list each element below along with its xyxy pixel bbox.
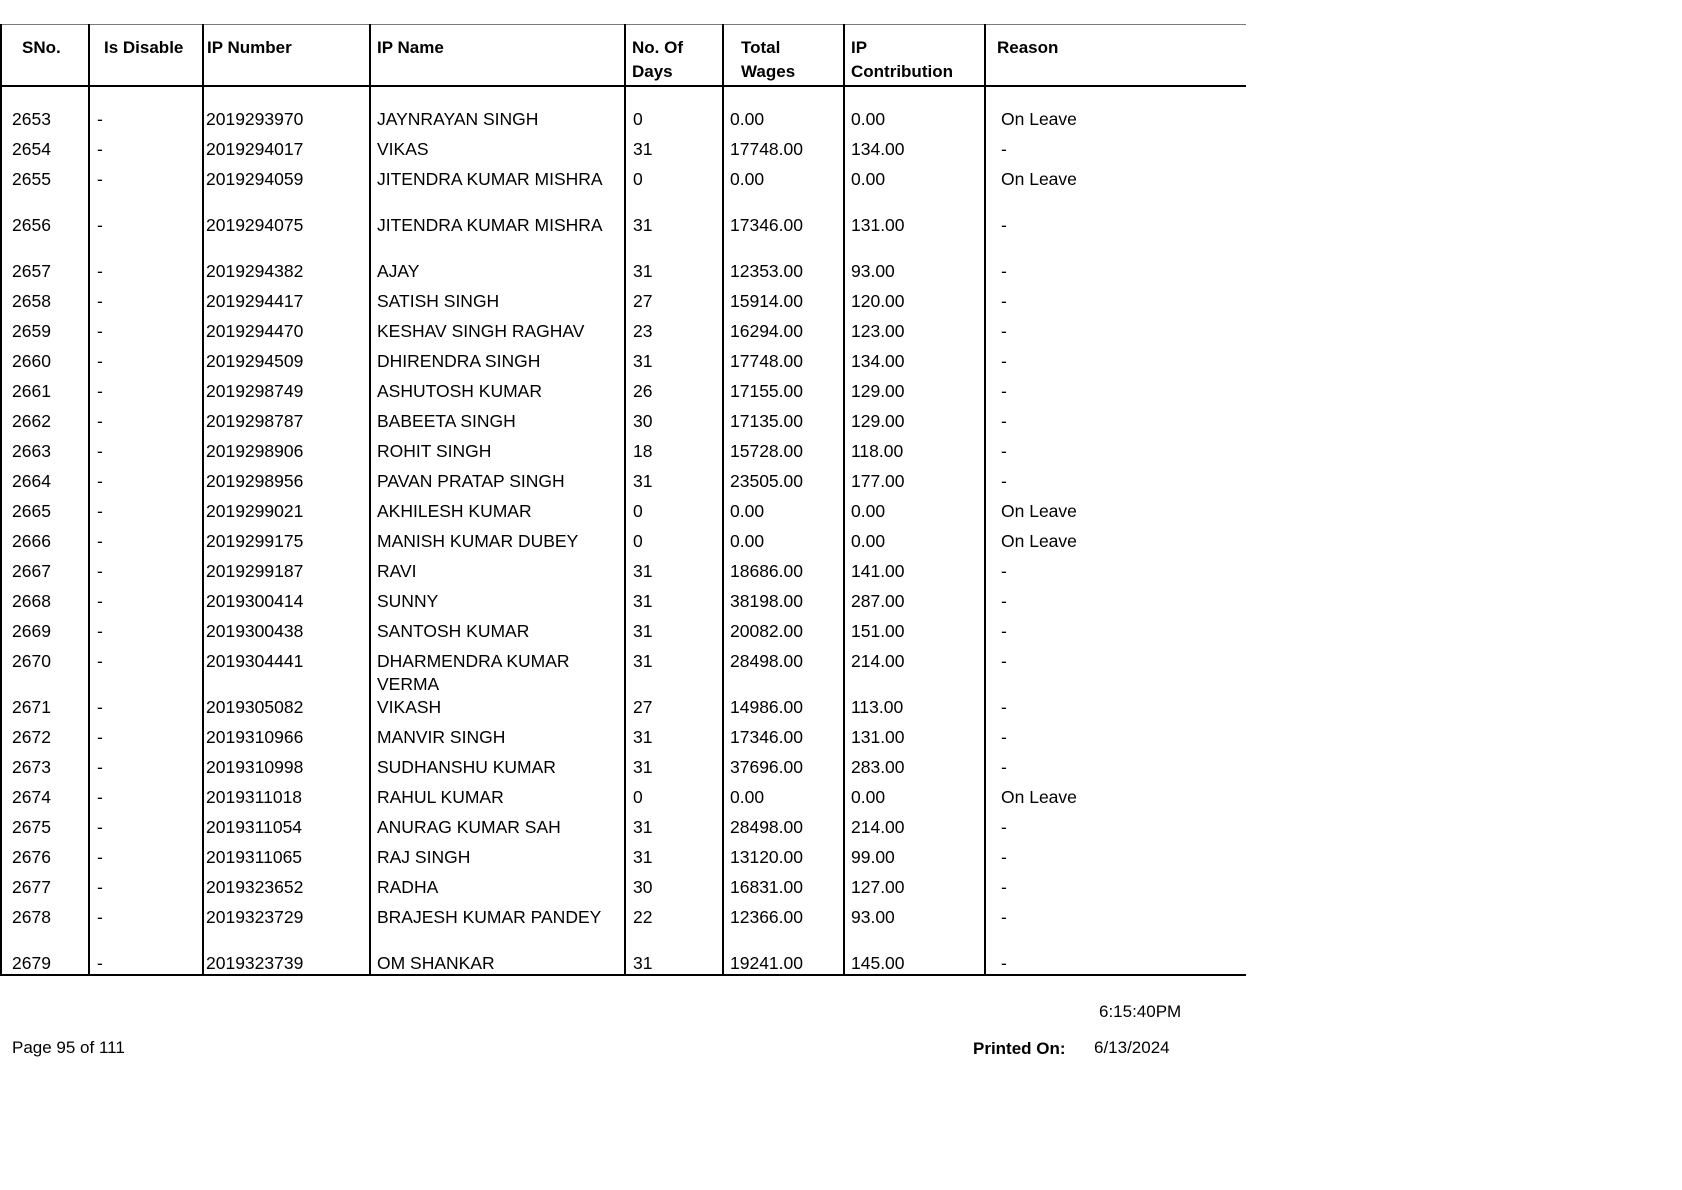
print-time: 6:15:40PM	[1099, 1002, 1182, 1021]
cell-is-disable: -	[97, 321, 103, 341]
cell-reason: -	[1001, 651, 1007, 671]
cell-ip-name: AKHILESH KUMAR	[377, 501, 532, 521]
cell-ip-name: SATISH SINGH	[377, 291, 500, 311]
cell-wages: 37696.00	[730, 757, 803, 777]
cell-ip-number: 2019311054	[206, 817, 303, 837]
cell-sno: 2669	[12, 621, 51, 641]
cell-days: 22	[633, 907, 653, 927]
cell-ip-number: 2019311065	[206, 847, 303, 867]
cell-ip-number: 2019294059	[206, 169, 304, 189]
cell-ip-name: MANVIR SINGH	[377, 727, 506, 747]
cell-is-disable: -	[97, 411, 103, 431]
cell-days: 27	[633, 697, 653, 717]
cell-days: 0	[633, 109, 643, 129]
cell-days: 31	[633, 953, 653, 973]
cell-contribution: 113.00	[851, 697, 904, 717]
cell-ip-number: 2019298787	[206, 411, 304, 431]
cell-ip-number: 2019310966	[206, 727, 304, 747]
cell-ip-name: SUDHANSHU KUMAR	[377, 757, 556, 777]
cell-contribution: 129.00	[851, 381, 905, 401]
cell-contribution: 0.00	[851, 787, 886, 807]
cell-ip-number: 2019310998	[206, 757, 304, 777]
cell-wages: 17155.00	[730, 381, 803, 401]
cell-reason: On Leave	[1001, 531, 1077, 551]
cell-wages: 0.00	[730, 169, 765, 189]
cell-contribution: 0.00	[851, 501, 886, 521]
cell-reason: -	[1001, 291, 1007, 311]
cell-is-disable: -	[97, 441, 103, 461]
cell-is-disable: -	[97, 953, 103, 973]
cell-is-disable: -	[97, 351, 103, 371]
cell-is-disable: -	[97, 727, 103, 747]
cell-reason: -	[1001, 321, 1007, 341]
cell-reason: -	[1001, 907, 1007, 927]
cell-days: 18	[633, 441, 653, 461]
cell-reason: On Leave	[1001, 501, 1077, 521]
cell-ip-number: 2019300438	[206, 621, 304, 641]
cell-days: 0	[633, 169, 643, 189]
cell-ip-name: VIKAS	[377, 139, 429, 159]
cell-wages: 38198.00	[730, 591, 803, 611]
cell-ip-name: ANURAG KUMAR SAH	[377, 817, 561, 837]
cell-contribution: 214.00	[851, 651, 905, 671]
cell-reason: -	[1001, 817, 1007, 837]
cell-ip-name: BABEETA SINGH	[377, 411, 516, 431]
cell-wages: 17135.00	[730, 411, 803, 431]
cell-reason: -	[1001, 847, 1007, 867]
cell-ip-name: KESHAV SINGH RAGHAV	[377, 321, 585, 341]
page-number: Page 95 of 111	[12, 1038, 125, 1057]
cell-days: 0	[633, 531, 643, 551]
cell-reason: -	[1001, 441, 1007, 461]
table-top-border	[0, 24, 1246, 25]
cell-ip-number: 2019294017	[206, 139, 304, 159]
cell-is-disable: -	[97, 291, 103, 311]
cell-ip-number: 2019300414	[206, 591, 304, 611]
cell-sno: 2660	[12, 351, 51, 371]
cell-wages: 13120.00	[730, 847, 803, 867]
cell-ip-name: OM SHANKAR	[377, 953, 495, 973]
cell-contribution: 129.00	[851, 411, 905, 431]
cell-is-disable: -	[97, 787, 103, 807]
cell-reason: -	[1001, 591, 1007, 611]
header-contribution: IP Contribution	[851, 38, 953, 81]
cell-reason: -	[1001, 757, 1007, 777]
header-ip-name: IP Name	[377, 38, 444, 57]
cell-contribution: 131.00	[851, 727, 905, 747]
cell-days: 31	[633, 139, 653, 159]
cell-sno: 2666	[12, 531, 51, 551]
cell-is-disable: -	[97, 621, 103, 641]
cell-reason: -	[1001, 381, 1007, 401]
cell-contribution: 123.00	[851, 321, 905, 341]
cell-contribution: 177.00	[851, 471, 905, 491]
cell-contribution: 93.00	[851, 261, 895, 281]
cell-ip-number: 2019311018	[206, 787, 303, 807]
cell-reason: -	[1001, 561, 1007, 581]
cell-days: 31	[633, 261, 653, 281]
cell-days: 31	[633, 817, 653, 837]
cell-wages: 14986.00	[730, 697, 803, 717]
column-divider	[369, 24, 371, 976]
cell-is-disable: -	[97, 531, 103, 551]
cell-is-disable: -	[97, 591, 103, 611]
cell-wages: 0.00	[730, 531, 765, 551]
cell-sno: 2674	[12, 787, 51, 807]
printed-on-label: Printed On:	[973, 1039, 1066, 1058]
printed-on-date: 6/13/2024	[1094, 1038, 1170, 1057]
cell-contribution: 141.00	[851, 561, 905, 581]
cell-days: 31	[633, 757, 653, 777]
cell-contribution: 145.00	[851, 953, 905, 973]
cell-days: 31	[633, 215, 653, 235]
cell-sno: 2671	[12, 697, 51, 717]
cell-is-disable: -	[97, 847, 103, 867]
cell-is-disable: -	[97, 261, 103, 281]
cell-is-disable: -	[97, 817, 103, 837]
header-is-disable: Is Disable	[104, 38, 184, 57]
cell-sno: 2668	[12, 591, 51, 611]
contribution-report-table	[0, 24, 1246, 976]
cell-wages: 17748.00	[730, 139, 803, 159]
cell-reason: -	[1001, 139, 1007, 159]
cell-wages: 12353.00	[730, 261, 803, 281]
cell-reason: -	[1001, 621, 1007, 641]
cell-days: 31	[633, 351, 653, 371]
cell-sno: 2656	[12, 215, 51, 235]
column-divider	[984, 24, 986, 976]
cell-days: 27	[633, 291, 653, 311]
cell-reason: -	[1001, 953, 1007, 973]
cell-is-disable: -	[97, 381, 103, 401]
cell-days: 26	[633, 381, 653, 401]
cell-ip-number: 2019304441	[206, 651, 304, 671]
cell-is-disable: -	[97, 501, 103, 521]
cell-days: 31	[633, 651, 653, 671]
cell-sno: 2659	[12, 321, 51, 341]
cell-is-disable: -	[97, 139, 103, 159]
cell-days: 23	[633, 321, 653, 341]
header-ip-number: IP Number	[207, 38, 292, 57]
column-divider	[843, 24, 845, 976]
column-divider	[624, 24, 626, 976]
cell-ip-number: 2019299175	[206, 531, 304, 551]
cell-wages: 18686.00	[730, 561, 803, 581]
header-wages: Total Wages	[741, 38, 796, 81]
cell-sno: 2676	[12, 847, 51, 867]
cell-contribution: 0.00	[851, 109, 886, 129]
cell-contribution: 118.00	[851, 441, 904, 461]
cell-sno: 2653	[12, 109, 51, 129]
header-bottom-border	[0, 85, 1246, 87]
cell-days: 30	[633, 411, 653, 431]
cell-contribution: 93.00	[851, 907, 895, 927]
header-reason: Reason	[997, 38, 1059, 57]
cell-is-disable: -	[97, 907, 103, 927]
cell-days: 0	[633, 787, 643, 807]
cell-ip-number: 2019294509	[206, 351, 304, 371]
cell-wages: 15728.00	[730, 441, 803, 461]
cell-wages: 0.00	[730, 787, 765, 807]
column-divider	[202, 24, 204, 976]
cell-sno: 2670	[12, 651, 51, 671]
cell-ip-name: RAJ SINGH	[377, 847, 471, 867]
cell-reason: -	[1001, 411, 1007, 431]
cell-reason: -	[1001, 727, 1007, 747]
cell-days: 31	[633, 561, 653, 581]
cell-ip-number: 2019305082	[206, 697, 304, 717]
cell-sno: 2654	[12, 139, 51, 159]
cell-sno: 2658	[12, 291, 51, 311]
cell-days: 31	[633, 471, 653, 491]
cell-wages: 16831.00	[730, 877, 803, 897]
cell-ip-name: VIKASH	[377, 697, 442, 717]
cell-ip-name: BRAJESH KUMAR PANDEY	[377, 907, 602, 927]
cell-sno: 2672	[12, 727, 51, 747]
cell-ip-number: 2019294382	[206, 261, 304, 281]
cell-contribution: 127.00	[851, 877, 905, 897]
cell-ip-number: 2019323729	[206, 907, 304, 927]
cell-is-disable: -	[97, 109, 103, 129]
cell-contribution: 131.00	[851, 215, 905, 235]
cell-ip-name: ASHUTOSH KUMAR	[377, 381, 542, 401]
cell-ip-name: RAVI	[377, 561, 417, 581]
cell-sno: 2663	[12, 441, 51, 461]
cell-ip-name: SANTOSH KUMAR	[377, 621, 530, 641]
cell-sno: 2662	[12, 411, 51, 431]
cell-contribution: 0.00	[851, 531, 886, 551]
cell-reason: -	[1001, 351, 1007, 371]
cell-wages: 12366.00	[730, 907, 803, 927]
cell-ip-number: 2019294075	[206, 215, 304, 235]
cell-sno: 2673	[12, 757, 51, 777]
cell-sno: 2678	[12, 907, 51, 927]
cell-is-disable: -	[97, 471, 103, 491]
cell-ip-name: MANISH KUMAR DUBEY	[377, 531, 579, 551]
cell-wages: 0.00	[730, 109, 765, 129]
cell-ip-name: ROHIT SINGH	[377, 441, 492, 461]
cell-contribution: 120.00	[851, 291, 905, 311]
cell-ip-name: PAVAN PRATAP SINGH	[377, 471, 565, 491]
cell-contribution: 0.00	[851, 169, 886, 189]
cell-days: 31	[633, 847, 653, 867]
cell-reason: -	[1001, 471, 1007, 491]
cell-sno: 2665	[12, 501, 51, 521]
cell-ip-number: 2019323739	[206, 953, 304, 973]
cell-contribution: 151.00	[851, 621, 905, 641]
cell-is-disable: -	[97, 697, 103, 717]
cell-wages: 0.00	[730, 501, 765, 521]
cell-is-disable: -	[97, 757, 103, 777]
cell-is-disable: -	[97, 877, 103, 897]
cell-contribution: 134.00	[851, 351, 905, 371]
cell-ip-number: 2019298956	[206, 471, 304, 491]
cell-ip-name: RADHA	[377, 877, 439, 897]
cell-wages: 19241.00	[730, 953, 803, 973]
cell-is-disable: -	[97, 169, 103, 189]
cell-wages: 28498.00	[730, 651, 803, 671]
cell-reason: -	[1001, 261, 1007, 281]
cell-sno: 2677	[12, 877, 51, 897]
cell-days: 30	[633, 877, 653, 897]
cell-ip-name: AJAY	[377, 261, 420, 281]
cell-reason: -	[1001, 697, 1007, 717]
header-days: No. Of Days	[632, 38, 683, 81]
cell-wages: 16294.00	[730, 321, 803, 341]
cell-reason: -	[1001, 877, 1007, 897]
cell-is-disable: -	[97, 215, 103, 235]
cell-is-disable: -	[97, 651, 103, 671]
cell-wages: 17346.00	[730, 215, 803, 235]
cell-days: 31	[633, 727, 653, 747]
cell-sno: 2655	[12, 169, 51, 189]
cell-ip-name: SUNNY	[377, 591, 439, 611]
cell-wages: 15914.00	[730, 291, 803, 311]
cell-contribution: 283.00	[851, 757, 905, 777]
cell-ip-name: JITENDRA KUMAR MISHRA	[377, 215, 603, 235]
cell-wages: 20082.00	[730, 621, 803, 641]
cell-wages: 23505.00	[730, 471, 803, 491]
cell-is-disable: -	[97, 561, 103, 581]
column-divider	[722, 24, 724, 976]
column-divider	[88, 24, 90, 976]
cell-ip-name: DHIRENDRA SINGH	[377, 351, 541, 371]
cell-ip-number: 2019298906	[206, 441, 304, 461]
cell-contribution: 99.00	[851, 847, 895, 867]
cell-wages: 28498.00	[730, 817, 803, 837]
cell-ip-number: 2019294417	[206, 291, 304, 311]
cell-days: 31	[633, 621, 653, 641]
cell-reason: On Leave	[1001, 109, 1077, 129]
cell-ip-number: 2019299021	[206, 501, 304, 521]
header-sno: SNo.	[22, 38, 61, 57]
cell-contribution: 214.00	[851, 817, 905, 837]
table-bottom-border	[0, 974, 1246, 976]
cell-sno: 2675	[12, 817, 51, 837]
cell-reason: On Leave	[1001, 169, 1077, 189]
cell-contribution: 287.00	[851, 591, 905, 611]
cell-ip-number: 2019298749	[206, 381, 304, 401]
cell-wages: 17346.00	[730, 727, 803, 747]
cell-ip-name: JAYNRAYAN SINGH	[377, 109, 539, 129]
cell-contribution: 134.00	[851, 139, 905, 159]
cell-reason: On Leave	[1001, 787, 1077, 807]
cell-wages: 17748.00	[730, 351, 803, 371]
cell-sno: 2664	[12, 471, 51, 491]
cell-days: 0	[633, 501, 643, 521]
cell-sno: 2661	[12, 381, 51, 401]
cell-reason: -	[1001, 215, 1007, 235]
cell-sno: 2667	[12, 561, 51, 581]
cell-sno: 2679	[12, 953, 51, 973]
cell-ip-name: RAHUL KUMAR	[377, 787, 504, 807]
cell-ip-number: 2019294470	[206, 321, 304, 341]
cell-days: 31	[633, 591, 653, 611]
cell-ip-number: 2019299187	[206, 561, 304, 581]
cell-ip-name: DHARMENDRA KUMAR VERMA	[377, 651, 570, 694]
column-divider	[0, 24, 2, 976]
cell-sno: 2657	[12, 261, 51, 281]
cell-ip-name: JITENDRA KUMAR MISHRA	[377, 169, 603, 189]
cell-ip-number: 2019293970	[206, 109, 304, 129]
cell-ip-number: 2019323652	[206, 877, 304, 897]
